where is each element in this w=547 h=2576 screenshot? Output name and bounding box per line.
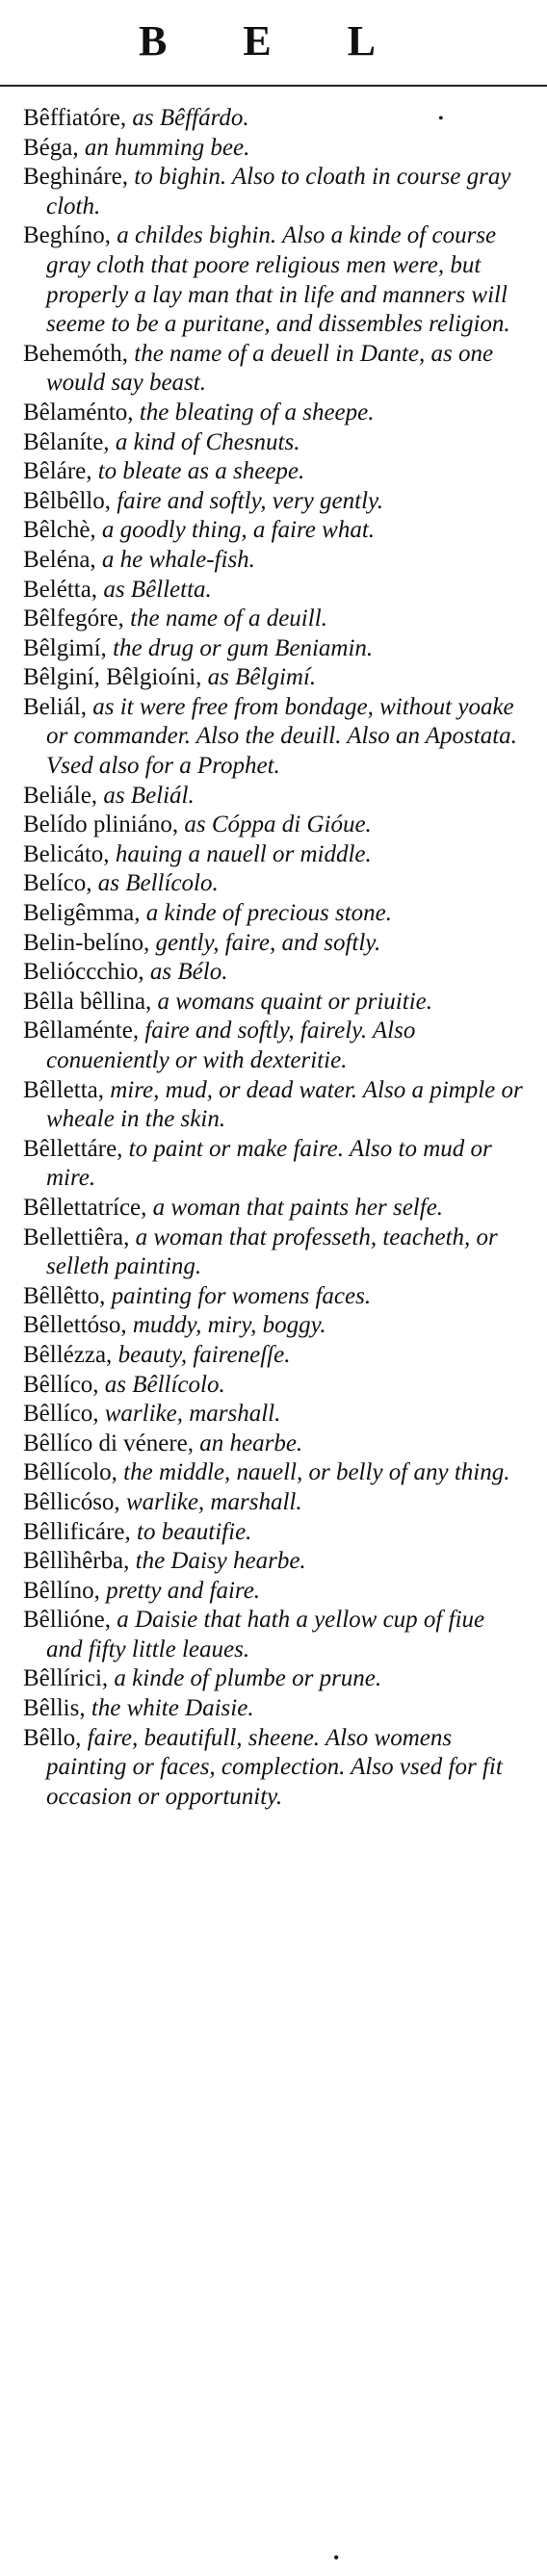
entry-headword: Bêffiatóre, xyxy=(23,105,127,131)
entry-definition: faire and softly, fairely. Also conueniently or with dexteritie. xyxy=(46,1018,416,1073)
entry-headword: Béga, xyxy=(23,134,79,161)
entry-headword: Bêllírici, xyxy=(23,1665,109,1692)
entry-definition: a woman that paints her selfe. xyxy=(146,1194,444,1221)
entry-headword: Belíco, xyxy=(23,870,92,897)
entry-definition: a kinde of precious stone. xyxy=(140,900,393,927)
dictionary-entry xyxy=(23,1606,524,1664)
entry-headword: Beliál, xyxy=(23,693,87,720)
entry-headword: Bêllíco, xyxy=(23,1401,99,1428)
entry-definition: the middle, nauell, or belly of any thing. xyxy=(117,1459,510,1486)
entry-definition: as Beliál. xyxy=(97,782,195,809)
entry-headword: Bêlfegóre, xyxy=(23,605,124,632)
entry-definition: the white Daisie. xyxy=(85,1695,254,1722)
entry-definition: the bleating of a sheepe. xyxy=(133,399,375,425)
entry-definition: as Cóppa di Gióue. xyxy=(178,811,372,838)
dictionary-entry xyxy=(23,929,524,959)
entry-definition: as Bêffárdo. xyxy=(126,105,249,131)
entry-headword: Beligêmma, xyxy=(23,900,141,927)
printer-mark-top: • xyxy=(438,111,444,127)
dictionary-entry xyxy=(23,104,524,134)
dictionary-entry xyxy=(23,516,524,546)
dictionary-entry xyxy=(23,899,524,929)
dictionary-entry xyxy=(23,1371,524,1401)
entry-definition: a he whale-fish. xyxy=(95,546,255,573)
entry-definition: hauing a nauell or middle. xyxy=(109,840,372,867)
entry-definition: as Bêlletta. xyxy=(97,576,212,603)
entry-definition: a Daisie that hath a yellow cup of fiue and fifty little leaues. xyxy=(46,1607,485,1662)
entry-headword: Bêllettatríce, xyxy=(23,1194,147,1221)
entry-headword: Bêllézza, xyxy=(23,1341,113,1368)
dictionary-entry xyxy=(23,457,524,487)
entry-definition: mire, mud, or dead water. Also a pimple or wheale in the skin. xyxy=(46,1076,523,1133)
dictionary-entry xyxy=(23,605,524,634)
dictionary-entry xyxy=(23,958,524,988)
entry-headword: Bêllettóso, xyxy=(23,1312,127,1339)
entry-headword: Bêllíno, xyxy=(23,1577,100,1604)
entry-headword: Bellettiêra, xyxy=(23,1224,130,1250)
dictionary-entry xyxy=(23,221,524,339)
dictionary-entry xyxy=(23,1135,524,1194)
dictionary-entry xyxy=(23,340,524,399)
dictionary-entry xyxy=(23,1224,524,1282)
entry-headword: Bêllìhêrba, xyxy=(23,1548,130,1575)
dictionary-entry xyxy=(23,1400,524,1430)
dictionary-entry xyxy=(23,576,524,605)
dictionary-entry xyxy=(23,399,524,428)
dictionary-entry xyxy=(23,1194,524,1224)
entry-definition: beauty, faireneſſe. xyxy=(112,1341,291,1368)
entry-definition: a goodly thing, a faire what. xyxy=(95,517,376,544)
entry-definition: a kinde of plumbe or prune. xyxy=(108,1665,382,1692)
entry-headword: Bêlginí, Bêlgioíni, xyxy=(23,664,202,691)
entry-definition: an hearbe. xyxy=(194,1430,303,1456)
entry-definition: a childes bighin. Also a kinde of course gray cloth that poore religious men were, but properly a lay man that in life and manners will seeme to be a puritane, and dissembles religion. xyxy=(46,222,510,338)
entry-headword: Behemóth, xyxy=(23,340,129,367)
dictionary-entry xyxy=(23,811,524,840)
entry-headword: Bêlbêllo, xyxy=(23,487,111,514)
entry-headword: Beghináre, xyxy=(23,164,128,191)
dictionary-entry xyxy=(23,1577,524,1607)
dictionary-entry xyxy=(23,663,524,693)
entry-headword: Bêlaníte, xyxy=(23,428,110,455)
dictionary-entry xyxy=(23,1664,524,1694)
entry-definition: as Bélo. xyxy=(143,959,228,986)
entry-headword: Bêlletta, xyxy=(23,1076,104,1103)
dictionary-entry xyxy=(23,1017,524,1075)
entry-headword: Belióccchio, xyxy=(23,959,144,986)
entry-definition: gently, faire, and softly. xyxy=(149,929,381,956)
dictionary-entry xyxy=(23,693,524,782)
entry-definition: warlike, marshall. xyxy=(98,1401,281,1428)
dictionary-entry xyxy=(23,428,524,458)
entry-headword: Bêllícolo, xyxy=(23,1459,117,1486)
entry-column xyxy=(23,104,524,1812)
dictionary-entry xyxy=(23,1518,524,1548)
entry-definition: to beautifie. xyxy=(130,1518,252,1545)
entry-headword: Bêllettáre, xyxy=(23,1135,123,1162)
entry-headword: Bêllis, xyxy=(23,1695,86,1722)
entry-headword: Bêllicóso, xyxy=(23,1488,120,1515)
entry-headword: Bêllêtto, xyxy=(23,1282,106,1309)
entry-headword: Belin-belíno, xyxy=(23,929,150,956)
entry-definition: as Bellícolo. xyxy=(91,870,219,897)
entry-headword: Bêlgimí, xyxy=(23,634,107,661)
entry-headword: Bêllo, xyxy=(23,1724,82,1751)
dictionary-entry xyxy=(23,1694,524,1724)
entry-headword: Beliále, xyxy=(23,782,98,809)
entry-headword: Bêlchè, xyxy=(23,517,96,544)
entry-definition: faire and softly, very gently. xyxy=(110,487,384,514)
entry-headword: Belétta, xyxy=(23,576,98,603)
entry-definition: as Bêllícolo. xyxy=(98,1371,225,1398)
entry-definition: painting for womens faces. xyxy=(105,1282,372,1309)
entry-headword: Beghíno, xyxy=(23,222,111,249)
entry-headword: Bêllíco di vénere, xyxy=(23,1430,195,1456)
entry-headword: Bêllaménte, xyxy=(23,1018,140,1044)
dictionary-entry xyxy=(23,487,524,517)
entry-definition: an humming bee. xyxy=(78,134,250,161)
dictionary-entry xyxy=(23,1311,524,1341)
dictionary-entry xyxy=(23,134,524,164)
entry-headword: Belído pliniáno, xyxy=(23,811,179,838)
entry-definition: the Daisy hearbe. xyxy=(129,1548,306,1575)
entry-headword: Belicáto, xyxy=(23,840,110,867)
dictionary-entry xyxy=(23,1282,524,1312)
dictionary-entry xyxy=(23,782,524,811)
entry-definition: to bleate as a sheepe. xyxy=(91,458,305,485)
entry-definition: a woman that professeth, teacheth, or selleth painting. xyxy=(46,1224,498,1280)
entry-headword: Bêllificáre, xyxy=(23,1518,131,1545)
dictionary-entry xyxy=(23,840,524,870)
dictionary-entry xyxy=(23,163,524,221)
dictionary-entry xyxy=(23,988,524,1018)
dictionary-entry xyxy=(23,1458,524,1488)
entry-definition: faire, beautifull, sheene. Also womens painting or faces, complection. Also vsed for fit occasion or opportunity. xyxy=(46,1724,503,1810)
entry-definition: as it were free from bondage, without yoake or commander. Also the deuill. Also an Apostata. Vsed also for a Prophet. xyxy=(46,693,517,780)
entry-headword: Bêláre, xyxy=(23,458,92,485)
dictionary-entry xyxy=(23,1430,524,1459)
entry-definition: the name of a deuill. xyxy=(123,605,327,632)
entry-definition: to paint or make faire. Also to mud or mire. xyxy=(46,1135,492,1192)
entry-definition: a womans quaint or priuitie. xyxy=(151,988,432,1015)
entry-definition: as Bêlgimí. xyxy=(201,664,317,691)
entry-definition: to bighin. Also to cloath in course gray cloth. xyxy=(46,164,511,219)
dictionary-entry xyxy=(23,546,524,576)
header-rule xyxy=(0,85,547,87)
dictionary-entry xyxy=(23,1341,524,1371)
dictionary-entry xyxy=(23,634,524,664)
entry-definition: the drug or gum Beniamin. xyxy=(106,634,374,661)
entry-headword: Bêllíco, xyxy=(23,1371,99,1398)
entry-definition: pretty and faire. xyxy=(99,1577,261,1604)
dictionary-entry xyxy=(23,1488,524,1518)
entry-definition: warlike, marshall. xyxy=(119,1488,302,1515)
dictionary-entry xyxy=(23,1547,524,1577)
entry-headword: Bêlla bêllina, xyxy=(23,988,152,1015)
running-head: B E L xyxy=(138,17,409,64)
dictionary-entry xyxy=(23,1724,524,1813)
entry-headword: Bêllióne, xyxy=(23,1607,111,1634)
entry-headword: Beléna, xyxy=(23,546,96,573)
printer-mark-bottom: • xyxy=(333,2548,340,2567)
entry-definition: a kind of Chesnuts. xyxy=(109,428,300,455)
entry-definition: the name of a deuell in Dante, as one would say beast. xyxy=(46,340,494,397)
entry-headword: Bêlaménto, xyxy=(23,399,134,425)
dictionary-entry xyxy=(23,869,524,899)
dictionary-entry xyxy=(23,1076,524,1135)
entry-definition: muddy, miry, boggy. xyxy=(126,1312,326,1339)
